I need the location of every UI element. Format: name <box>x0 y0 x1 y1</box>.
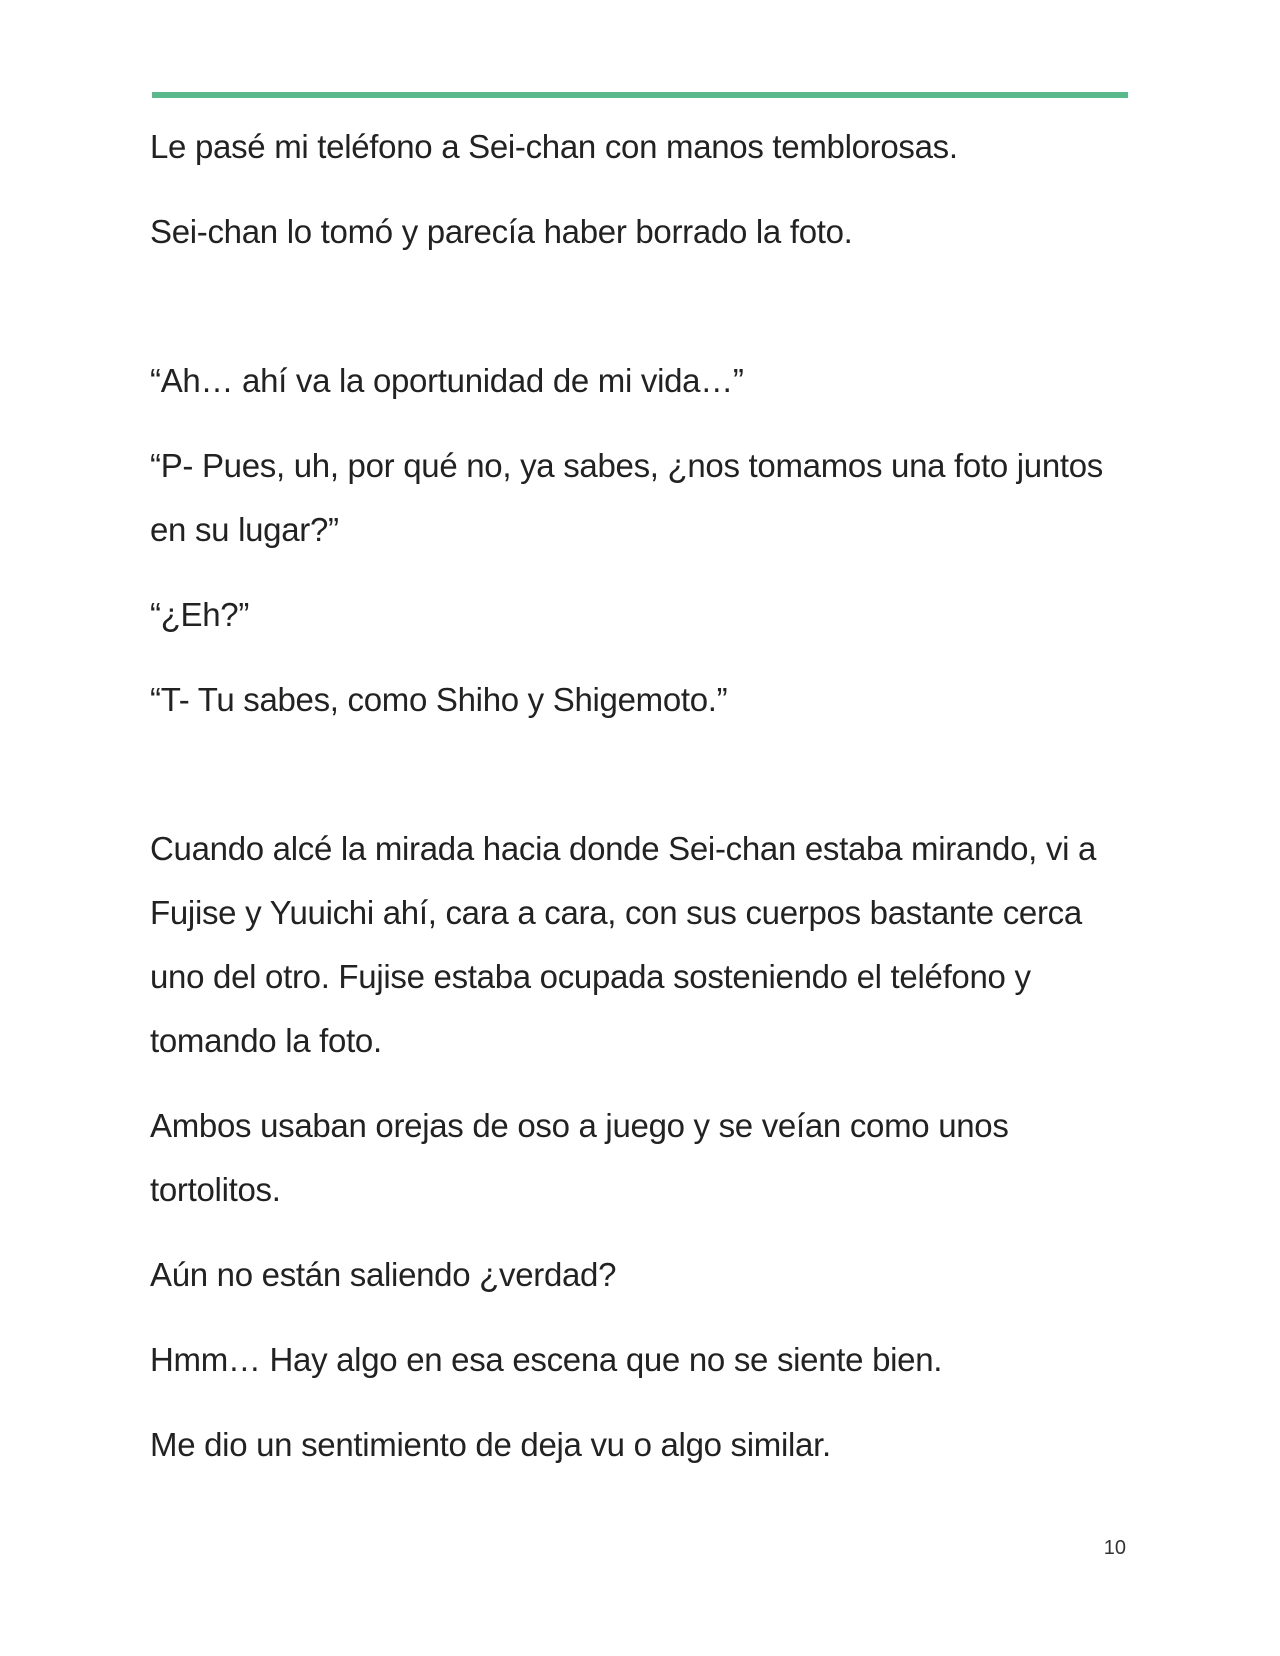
page-number: 10 <box>1103 1537 1126 1559</box>
paragraph: Ambos usaban orejas de oso a juego y se veían como unos tortolitos. <box>150 1107 1009 1208</box>
header-rule <box>152 92 1128 98</box>
paragraph: Le pasé mi teléfono a Sei-chan con manos temblorosas. <box>150 128 958 165</box>
paragraph: “P- Pues, uh, por qué no, ya sabes, ¿nos tomamos una foto juntos en su lugar?” <box>150 447 1104 548</box>
paragraph: Me dio un sentimiento de deja vu o algo similar. <box>150 1426 831 1463</box>
paragraph: “¿Eh?” <box>150 596 250 633</box>
paragraph: Aún no están saliendo ¿verdad? <box>150 1256 617 1293</box>
paragraph: Hmm… Hay algo en esa escena que no se siente bien. <box>150 1341 943 1378</box>
body-text <box>150 115 1130 1498</box>
paragraph: “Ah… ahí va la oportunidad de mi vida…” <box>150 362 744 399</box>
paragraph: Sei-chan lo tomó y parecía haber borrado la foto. <box>150 213 853 250</box>
paragraph: Cuando alcé la mirada hacia donde Sei-chan estaba mirando, vi a Fujise y Yuuichi ahí, cara a cara, con sus cuerpos bastante cerca uno del otro. Fujise estaba ocupada sosteniendo el teléfono y tomando la foto. <box>150 830 1097 1059</box>
paragraph: “T- Tu sabes, como Shiho y Shigemoto.” <box>150 681 728 718</box>
